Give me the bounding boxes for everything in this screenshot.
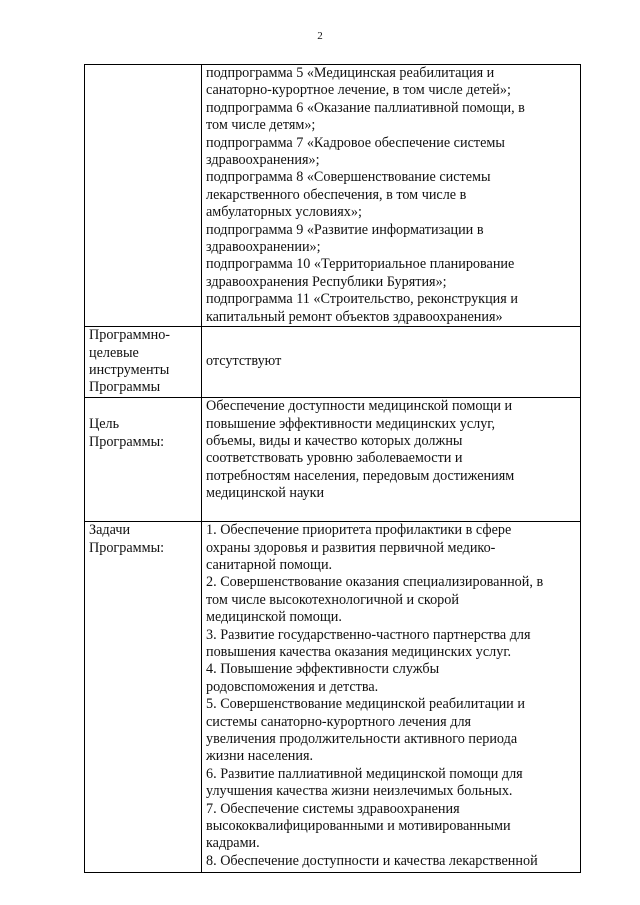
label-line: Программы [89,379,161,396]
value-line: подпрограмма 5 «Медицинская реабилитация и [206,65,495,81]
table-row [85,398,581,522]
value-line: жизни населения. [206,748,314,765]
value-line: соответствовать уровню заболеваемости и [206,450,463,467]
value-line: высококвалифицированными и мотивированными [206,818,511,834]
value-line: 1. Обеспечение приоритета профилактики в сфере [206,522,512,539]
value-cell [202,327,581,398]
value-line: подпрограмма 8 «Совершенствование системы [206,169,491,186]
value-line: подпрограмма 6 «Оказание паллиативной помощи, в [206,99,525,116]
label-line: Задачи [89,522,131,539]
value-line: системы санаторно-курортного лечения для [206,713,472,730]
value-line: отсутствуют [206,353,282,370]
label-cell [85,327,202,398]
value-line: Обеспечение доступности медицинской помощи и [206,398,513,415]
program-passport-table [84,64,581,873]
value-cell [202,522,581,873]
value-line: 7. Обеспечение системы здравоохранения [206,800,460,817]
value-line: кадрами. [206,835,260,852]
label-line: целевые [89,344,139,361]
value-line: 4. Повышение эффективности службы [206,661,440,678]
value-line: потребностям населения, передовым достижениям [206,467,515,484]
label-line: Цель [89,416,120,433]
value-line: том числе детям»; [206,117,316,134]
value-line: подпрограмма 7 «Кадровое обеспечение системы [206,134,505,151]
value-line: подпрограмма 11 «Строительство, реконструкция и [206,291,518,308]
value-line: 8. Обеспечение доступности и качества лекарственной [206,852,538,869]
table-row [85,522,581,873]
value-line: капитальный ремонт объектов здравоохранения» [206,308,503,325]
value-line: 2. Совершенствование оказания специализированной, в [206,574,544,591]
label-line: Программы: [89,433,165,450]
value-cell [202,65,581,327]
label-cell [85,522,202,873]
value-line: увеличения продолжительности активного периода [206,730,518,747]
value-line: охраны здоровья и развития первичной медико- [206,539,496,556]
value-line: 3. Развитие государственно-частного партнерства для [206,626,531,643]
value-line: подпрограмма 9 «Развитие информатизации в [206,221,484,238]
value-line: улучшения качества жизни неизлечимых больных. [206,783,513,800]
table-row [85,327,581,398]
value-line: повышения качества оказания медицинских услуг. [206,643,512,660]
value-line: подпрограмма 10 «Территориальное планирование [206,256,515,273]
value-line: родовспоможения и детства. [206,678,379,695]
label-cell [85,65,202,327]
value-line: медицинской помощи. [206,609,342,626]
value-line: 6. Развитие паллиативной медицинской помощи для [206,765,523,782]
value-line: том числе высокотехнологичной и скорой [206,591,459,608]
value-line: лекарственного обеспечения, в том числе в [206,186,467,203]
page-number: 2 [317,30,323,42]
value-line: медицинской науки [206,485,325,502]
label-line: инструменты [89,361,170,378]
value-line: здравоохранения»; [206,152,320,169]
value-line: объемы, виды и качество которых должны [206,432,463,449]
value-cell [202,398,581,522]
value-line: санаторно-курортное лечение, в том числе детей»; [206,82,511,99]
value-line: санитарной помощи. [206,556,333,573]
value-line: 5. Совершенствование медицинской реабилитации и [206,696,525,713]
value-line: здравоохранения Республики Бурятия»; [206,273,447,290]
value-line: повышение эффективности медицинских услуг, [206,415,496,432]
value-line: амбулаторных условиях»; [206,204,362,221]
value-line: здравоохранении»; [206,239,321,256]
table-row [85,65,581,327]
label-line: Программно- [89,327,171,344]
label-cell [85,398,202,522]
label-line: Программы: [89,539,165,556]
